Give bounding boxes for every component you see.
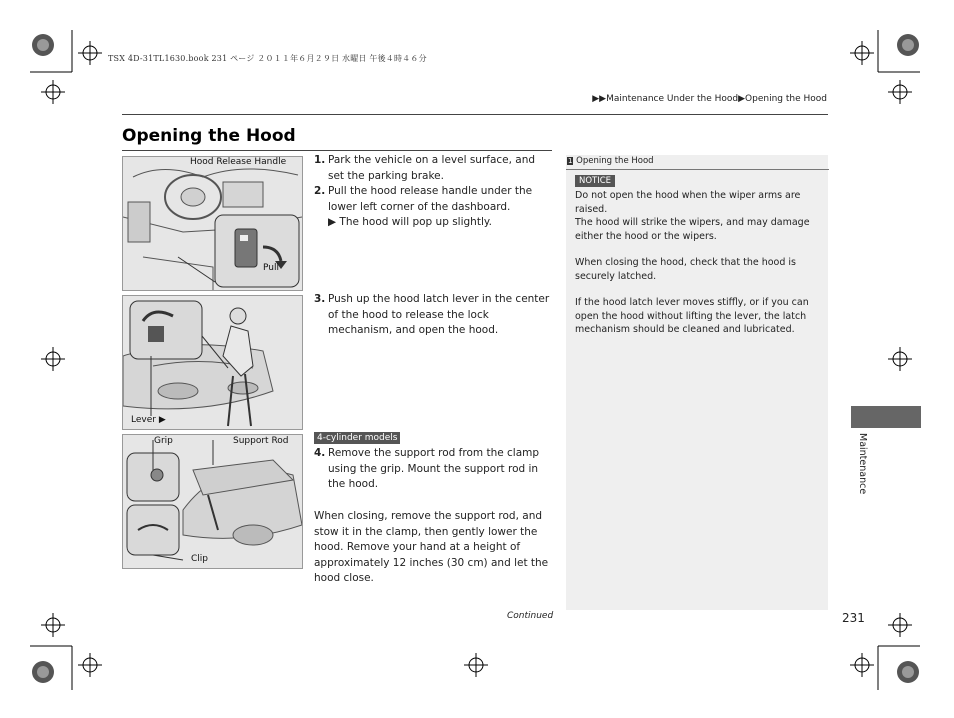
sidebar-note-latch: When closing the hood, check that the hood is securely latched. xyxy=(575,257,797,282)
step-2: 2. Pull the hood release handle under the lower left corner of the dashboard. ▶ The hood will pop up slightly. xyxy=(314,184,552,231)
breadcrumb-separator: ▶ xyxy=(738,94,746,104)
label-lever: Lever ▶ xyxy=(131,415,166,425)
step-4: 4. Remove the support rod from the clamp using the grip. Mount the support rod in the hood. xyxy=(314,447,540,490)
sidebar-note-wipers: Do not open the hood when the wiper arms are raised. The hood will strike the wipers, and may damage either the hood or the wipers. xyxy=(575,190,810,242)
step-1: 1. Park the vehicle on a level surface, and set the parking brake. xyxy=(314,154,536,182)
print-header: TSX 4D-31TL1630.book 231 ページ ２０１１年６月２９日 水曜日 午後４時４６分 xyxy=(108,54,427,63)
sidebar-ref-icon: 1 xyxy=(568,157,573,165)
breadcrumb-current: Opening the Hood xyxy=(745,94,827,104)
sidebar-title[interactable]: 1 Opening the Hood xyxy=(566,155,829,170)
breadcrumb xyxy=(592,94,827,104)
breadcrumb-arrows: ▶▶ xyxy=(592,94,607,104)
label-pull: Pull xyxy=(263,263,279,273)
breadcrumb-parent[interactable]: Maintenance Under the Hood xyxy=(606,94,739,104)
section-tab-label: Maintenance xyxy=(857,433,868,495)
label-clip: Clip xyxy=(191,554,208,564)
figure-support-rod xyxy=(122,434,303,569)
sidebar-note-lever: If the hood latch lever moves stiffly, or if you can open the hood without lifting the lever, the latch mechanism should be cleaned and lubricated. xyxy=(575,297,809,335)
page-title: Opening the Hood xyxy=(122,126,296,146)
notice-badge: NOTICE xyxy=(575,175,615,187)
title-rule xyxy=(122,150,552,151)
closing-instructions: When closing, remove the support rod, and stow it in the clamp, then gently lower the hood. Remove your hand at a height of approximately 12 inches (30 cm) and let the hood close. xyxy=(314,510,549,584)
model-badge: 4-cylinder models xyxy=(314,432,400,444)
step-2-result: ▶ The hood will pop up slightly. xyxy=(328,216,492,228)
page-number: 231 xyxy=(842,611,865,625)
continued-label: Continued xyxy=(507,611,554,621)
label-grip: Grip xyxy=(154,436,173,446)
figure-hood-latch-lever xyxy=(122,295,303,430)
section-tab[interactable] xyxy=(851,406,921,428)
figure-hood-release-handle xyxy=(122,156,303,291)
step-3: 3. Push up the hood latch lever in the center of the hood to release the lock mechanism, and open the hood. xyxy=(314,293,550,336)
car-front-illustration xyxy=(123,296,302,429)
label-support-rod: Support Rod xyxy=(233,436,289,446)
open-hood-illustration xyxy=(123,435,302,568)
label-hood-release-handle: Hood Release Handle xyxy=(190,157,287,167)
header-rule xyxy=(122,114,828,115)
